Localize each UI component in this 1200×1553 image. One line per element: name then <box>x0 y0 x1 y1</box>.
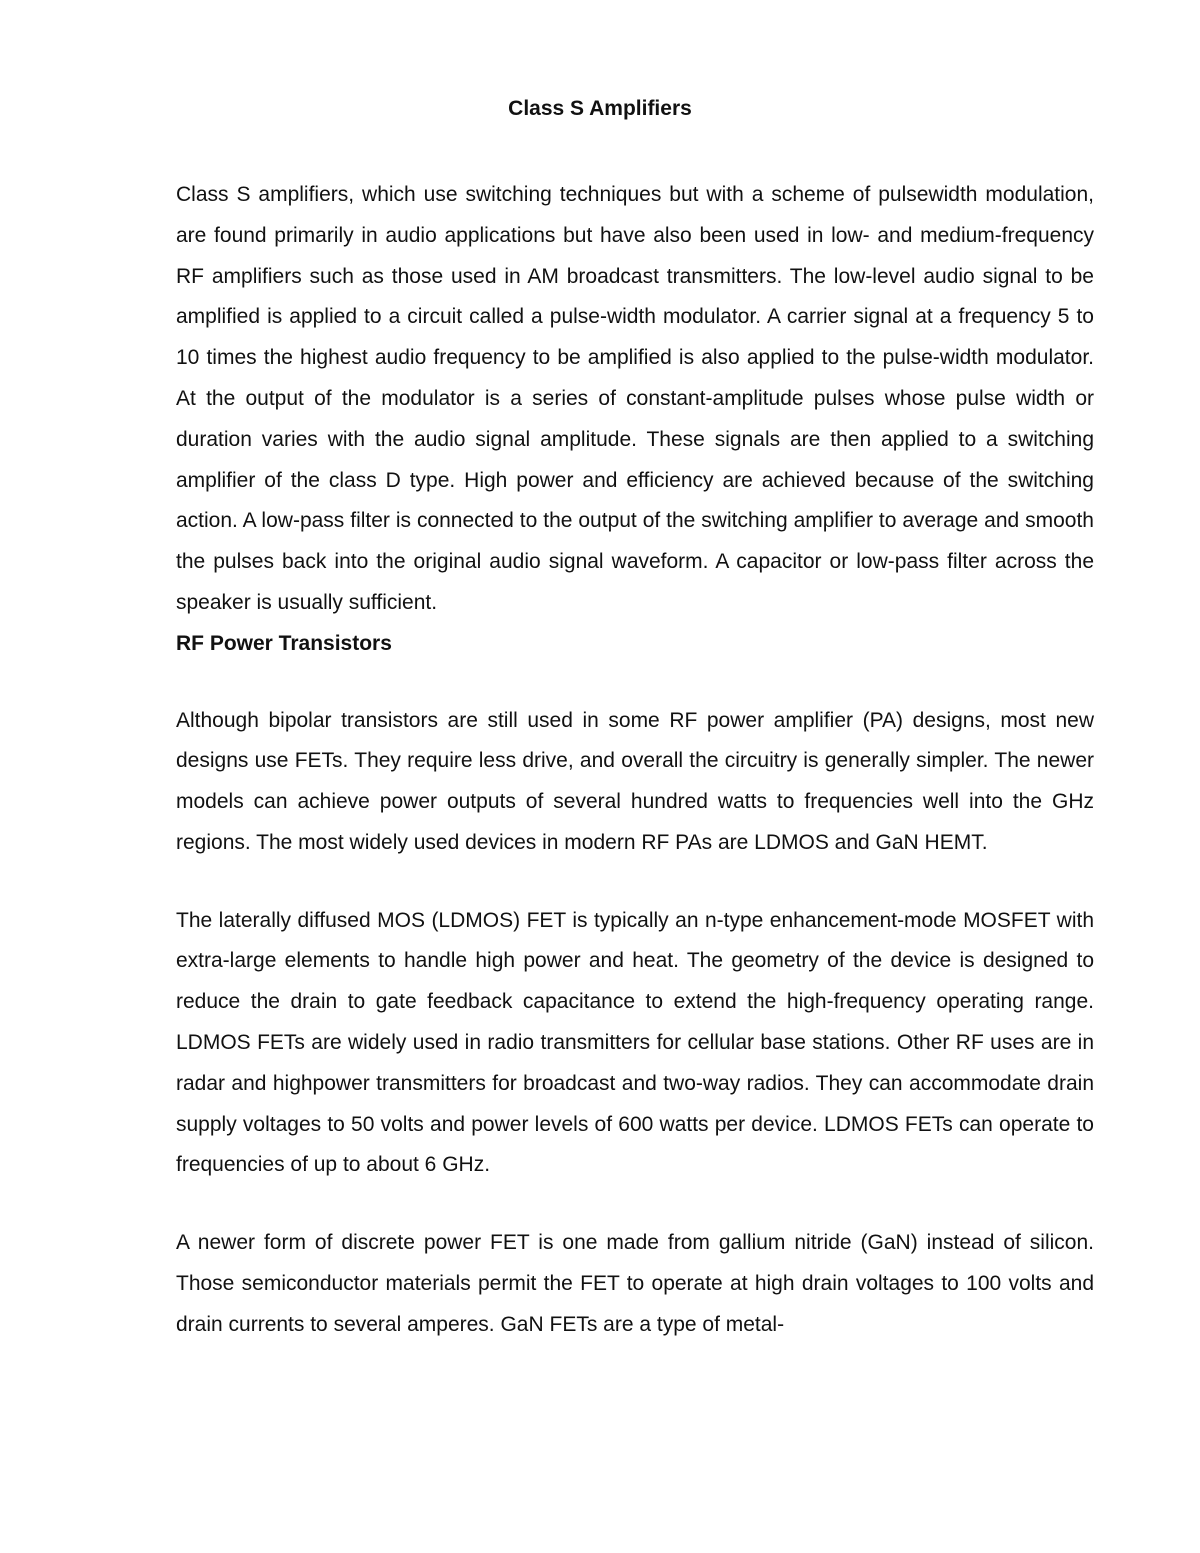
spacer <box>176 864 1094 901</box>
spacer <box>176 1186 1094 1223</box>
page-title: Class S Amplifiers <box>508 97 692 120</box>
spacer <box>176 665 1094 701</box>
paragraph-ldmos: The laterally diffused MOS (LDMOS) FET is typically an n-type enhancement-mode MOSFET with extra-large elements to handle high power and heat. The geometry of the device is designed to reduce the drain to gate feedback capacitance to extend the high-frequency operating range. LDMOS FETs are widely used in radio transmitters for cellular base stations. Other RF uses are in radar and highpower transmitters for broadcast and two-way radios. They can accommodate drain supply voltages to 50 volts and power levels of 600 watts per device. LDMOS FETs can operate to frequencies of up to about 6 GHz. <box>176 908 1094 1177</box>
paragraph-bipolar-vs-fet: Although bipolar transistors are still used in some RF power amplifier (PA) designs, most new designs use FETs. They require less drive, and overall the circuitry is generally simpler. The newer models can achieve power outputs of several hundred watts to frequencies well into the GHz regions. The most widely used devices in modern RF PAs are LDMOS and GaN HEMT. <box>176 708 1094 854</box>
paragraph-class-s: Class S amplifiers, which use switching techniques but with a scheme of pulsewidth modulation, are found primarily in audio applications but have also been used in low- and medium-frequency RF amplifiers such as those used in AM broadcast transmitters. The low-level audio signal to be amplified is applied to a circuit called a pulse-width modulator. A carrier signal at a frequency 5 to 10 times the highest audio frequency to be amplified is also applied to the pulse-width modulator. At the output of the modulator is a series of constant-amplitude pulses whose pulse width or duration varies with the audio signal amplitude. These signals are then applied to a switching amplifier of the class D type. High power and efficiency are achieved because of the switching action. A low-pass filter is connected to the output of the switching amplifier to average and smooth the pulses back into the original audio signal waveform. A capacitor or low-pass filter across the speaker is usually sufficient. <box>176 183 1094 614</box>
document-body <box>176 175 1094 1345</box>
section-heading-rf-power-transistors: RF Power Transistors <box>176 631 392 655</box>
paragraph-gan: A newer form of discrete power FET is one made from gallium nitride (GaN) instead of silicon. Those semiconductor materials permit the FET to operate at high drain voltages to 100 volts and drain currents to several amperes. GaN FETs are a type of metal- <box>176 1230 1094 1336</box>
